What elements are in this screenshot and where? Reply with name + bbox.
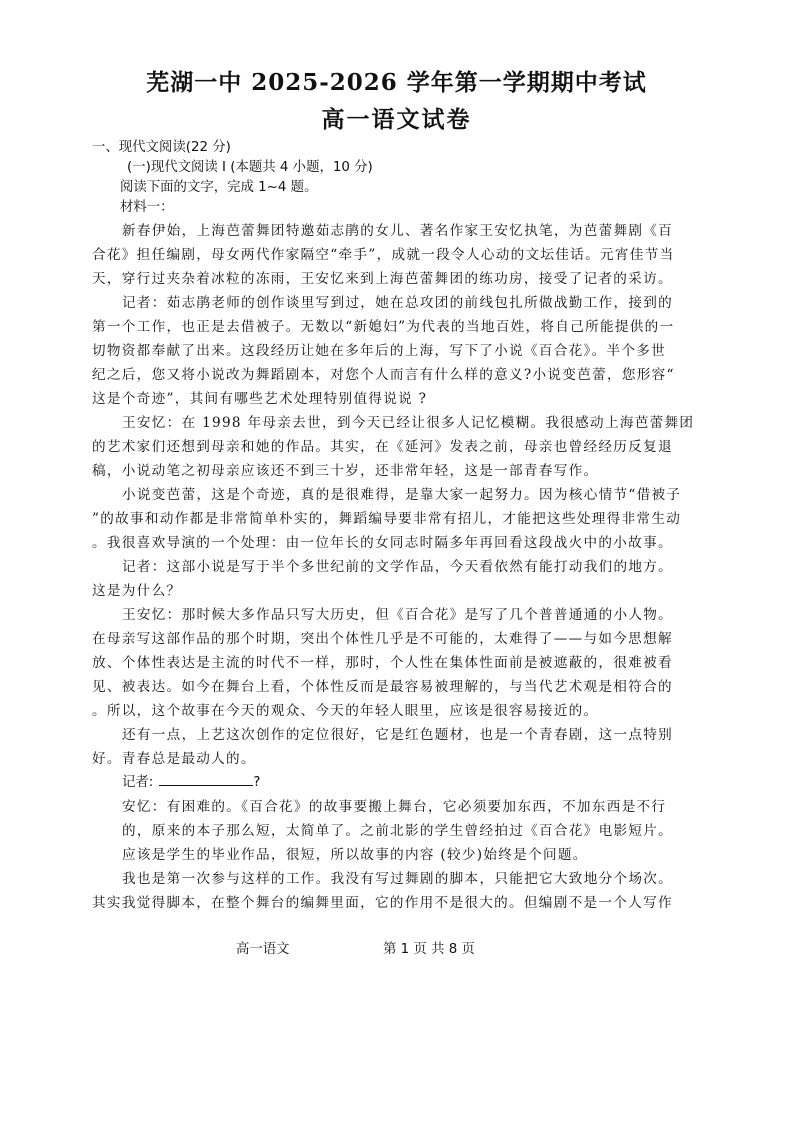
text-line: 的，原来的本子那么短，太简单了。之前北影的学生曾经拍过《百合花》电影短片。 (122, 823, 674, 839)
text-line: 合花》担任编剧，母女两代作家隔空“牵手”，成就一段令人心动的文坛佳话。元宵佳节当 (92, 247, 675, 263)
text-line: 这是为什么？ (92, 583, 182, 599)
text-line: 纪之后，您又将小说改为舞蹈剧本，对您个人而言有什么样的意义?小说变芭蕾，您形容“ (92, 367, 675, 383)
text-line: 还有一点，上艺这次创作的定位很好，它是红色题材，也是一个青春剧，这一点特别 (122, 727, 674, 743)
text-line: 王安忆：那时候大多作品只写大历史，但《百合花》是写了几个普普通通的小人物。 (122, 607, 674, 623)
section-heading: 一、现代文阅读(22 分) (92, 140, 231, 155)
text-line: 新春伊始，上海芭蕾舞团特邀茹志鹃的女儿、著名作家王安忆执笔，为芭蕾舞剧《百 (122, 223, 674, 239)
text-line: 放、个体性表达是主流的时代不一样，那时，个人性在集体性面前是被遮蔽的，很难被看 (92, 655, 673, 671)
text-line: 在母亲写这部作品的那个时期，突出个体性几乎是不可能的，太难得了——与如今思想解 (92, 631, 673, 647)
reporter-label: 记者: (122, 775, 154, 790)
text-line: 切物资都奉献了出来。这段经历让她在多年后的上海，写下了小说《百合花》。半个多世 (92, 343, 667, 359)
exam-title: 芜湖一中 2025-2026 学年第一学期期中考试 (146, 69, 647, 96)
text-line: 其实我觉得脚本，在整个舞台的编舞里面，它的作用不是很大的。但编剧不是一个人写作 (92, 895, 673, 911)
text-line: 的艺术家们还想到母亲和她的作品。其实，在《延河》发表之前，母亲也曾经经历反复退 (92, 439, 673, 455)
text-line: 王安忆：在 1998 年母亲去世，到今天已经让很多人记忆模糊。我很感动上海芭蕾舞团 (122, 415, 695, 431)
text-line: 应该是学生的毕业作品，很短，所以故事的内容 (较少)始终是个问题。 (122, 847, 588, 863)
question-mark: ? (253, 775, 261, 790)
text-line: 小说变芭蕾，这是个奇迹，真的是很难得，是靠大家一起努力。因为核心情节“借被子 (122, 487, 682, 503)
text-line: 安忆：有困难的。《百合花》的故事要搬上舞台，它必须要加东西，不加东西是不行 (122, 799, 667, 815)
text-line: 好。青春总是最动人的。 (92, 751, 256, 767)
text-line: 稿，小说动笔之初母亲应该还不到三十岁，还非常年轻，这是一部青春写作。 (92, 463, 599, 479)
reporter-question-blank-line (122, 773, 260, 792)
paper-subtitle: 高一语文试卷 (321, 107, 472, 133)
text-line: ”的故事和动作都是非常简单朴实的，舞蹈编导要非常有招儿，才能把这些处理得非常生动 (92, 511, 682, 527)
text-line: 我也是第一次参与这样的工作。我没有写过舞剧的脚本，只能把它大致地分个场次。 (122, 871, 674, 887)
material-label: 材料一： (120, 200, 174, 215)
text-line: 天，穿行过夹杂着冰粒的冻雨，王安忆来到上海芭蕾舞团的练功房，接受了记者的采访。 (92, 271, 673, 287)
text-line: 记者：这部小说是写于半个多世纪前的文学作品，今天看依然有能打动我们的地方。 (122, 559, 674, 575)
text-line: 第一个工作，也正是去借被子。无数以“新媳妇”为代表的当地百姓，将自己所能提供的一 (92, 319, 675, 335)
answer-blank[interactable] (159, 773, 253, 786)
footer-subject: 高一语文 (236, 942, 290, 957)
text-line: 这是个奇迹”，其间有哪些艺术处理特别值得说说 ? (92, 391, 428, 407)
text-line: 见、被表达。如今在舞台上看，个体性反而是最容易被理解的，与当代艺术观是相符合的 (92, 679, 673, 695)
footer-page-number: 第 1 页 共 8 页 (383, 942, 475, 957)
text-line: 。所以，这个故事在今天的观众、今天的年轻人眼里，应该是很容易接近的。 (92, 703, 599, 719)
text-line: 记者：茹志鹃老师的创作谈里写到过，她在总攻团的前线包扎所做战勤工作，接到的 (122, 295, 674, 311)
text-line: 。我很喜欢导演的一个处理：由一位年长的女同志时隔多年再回看这段战火中的小故事。 (92, 535, 673, 551)
reading-instruction: 阅读下面的文字，完成 1~4 题。 (120, 180, 318, 195)
sub-section-heading: (一)现代文阅读 I (本题共 4 小题，10 分) (127, 160, 373, 175)
